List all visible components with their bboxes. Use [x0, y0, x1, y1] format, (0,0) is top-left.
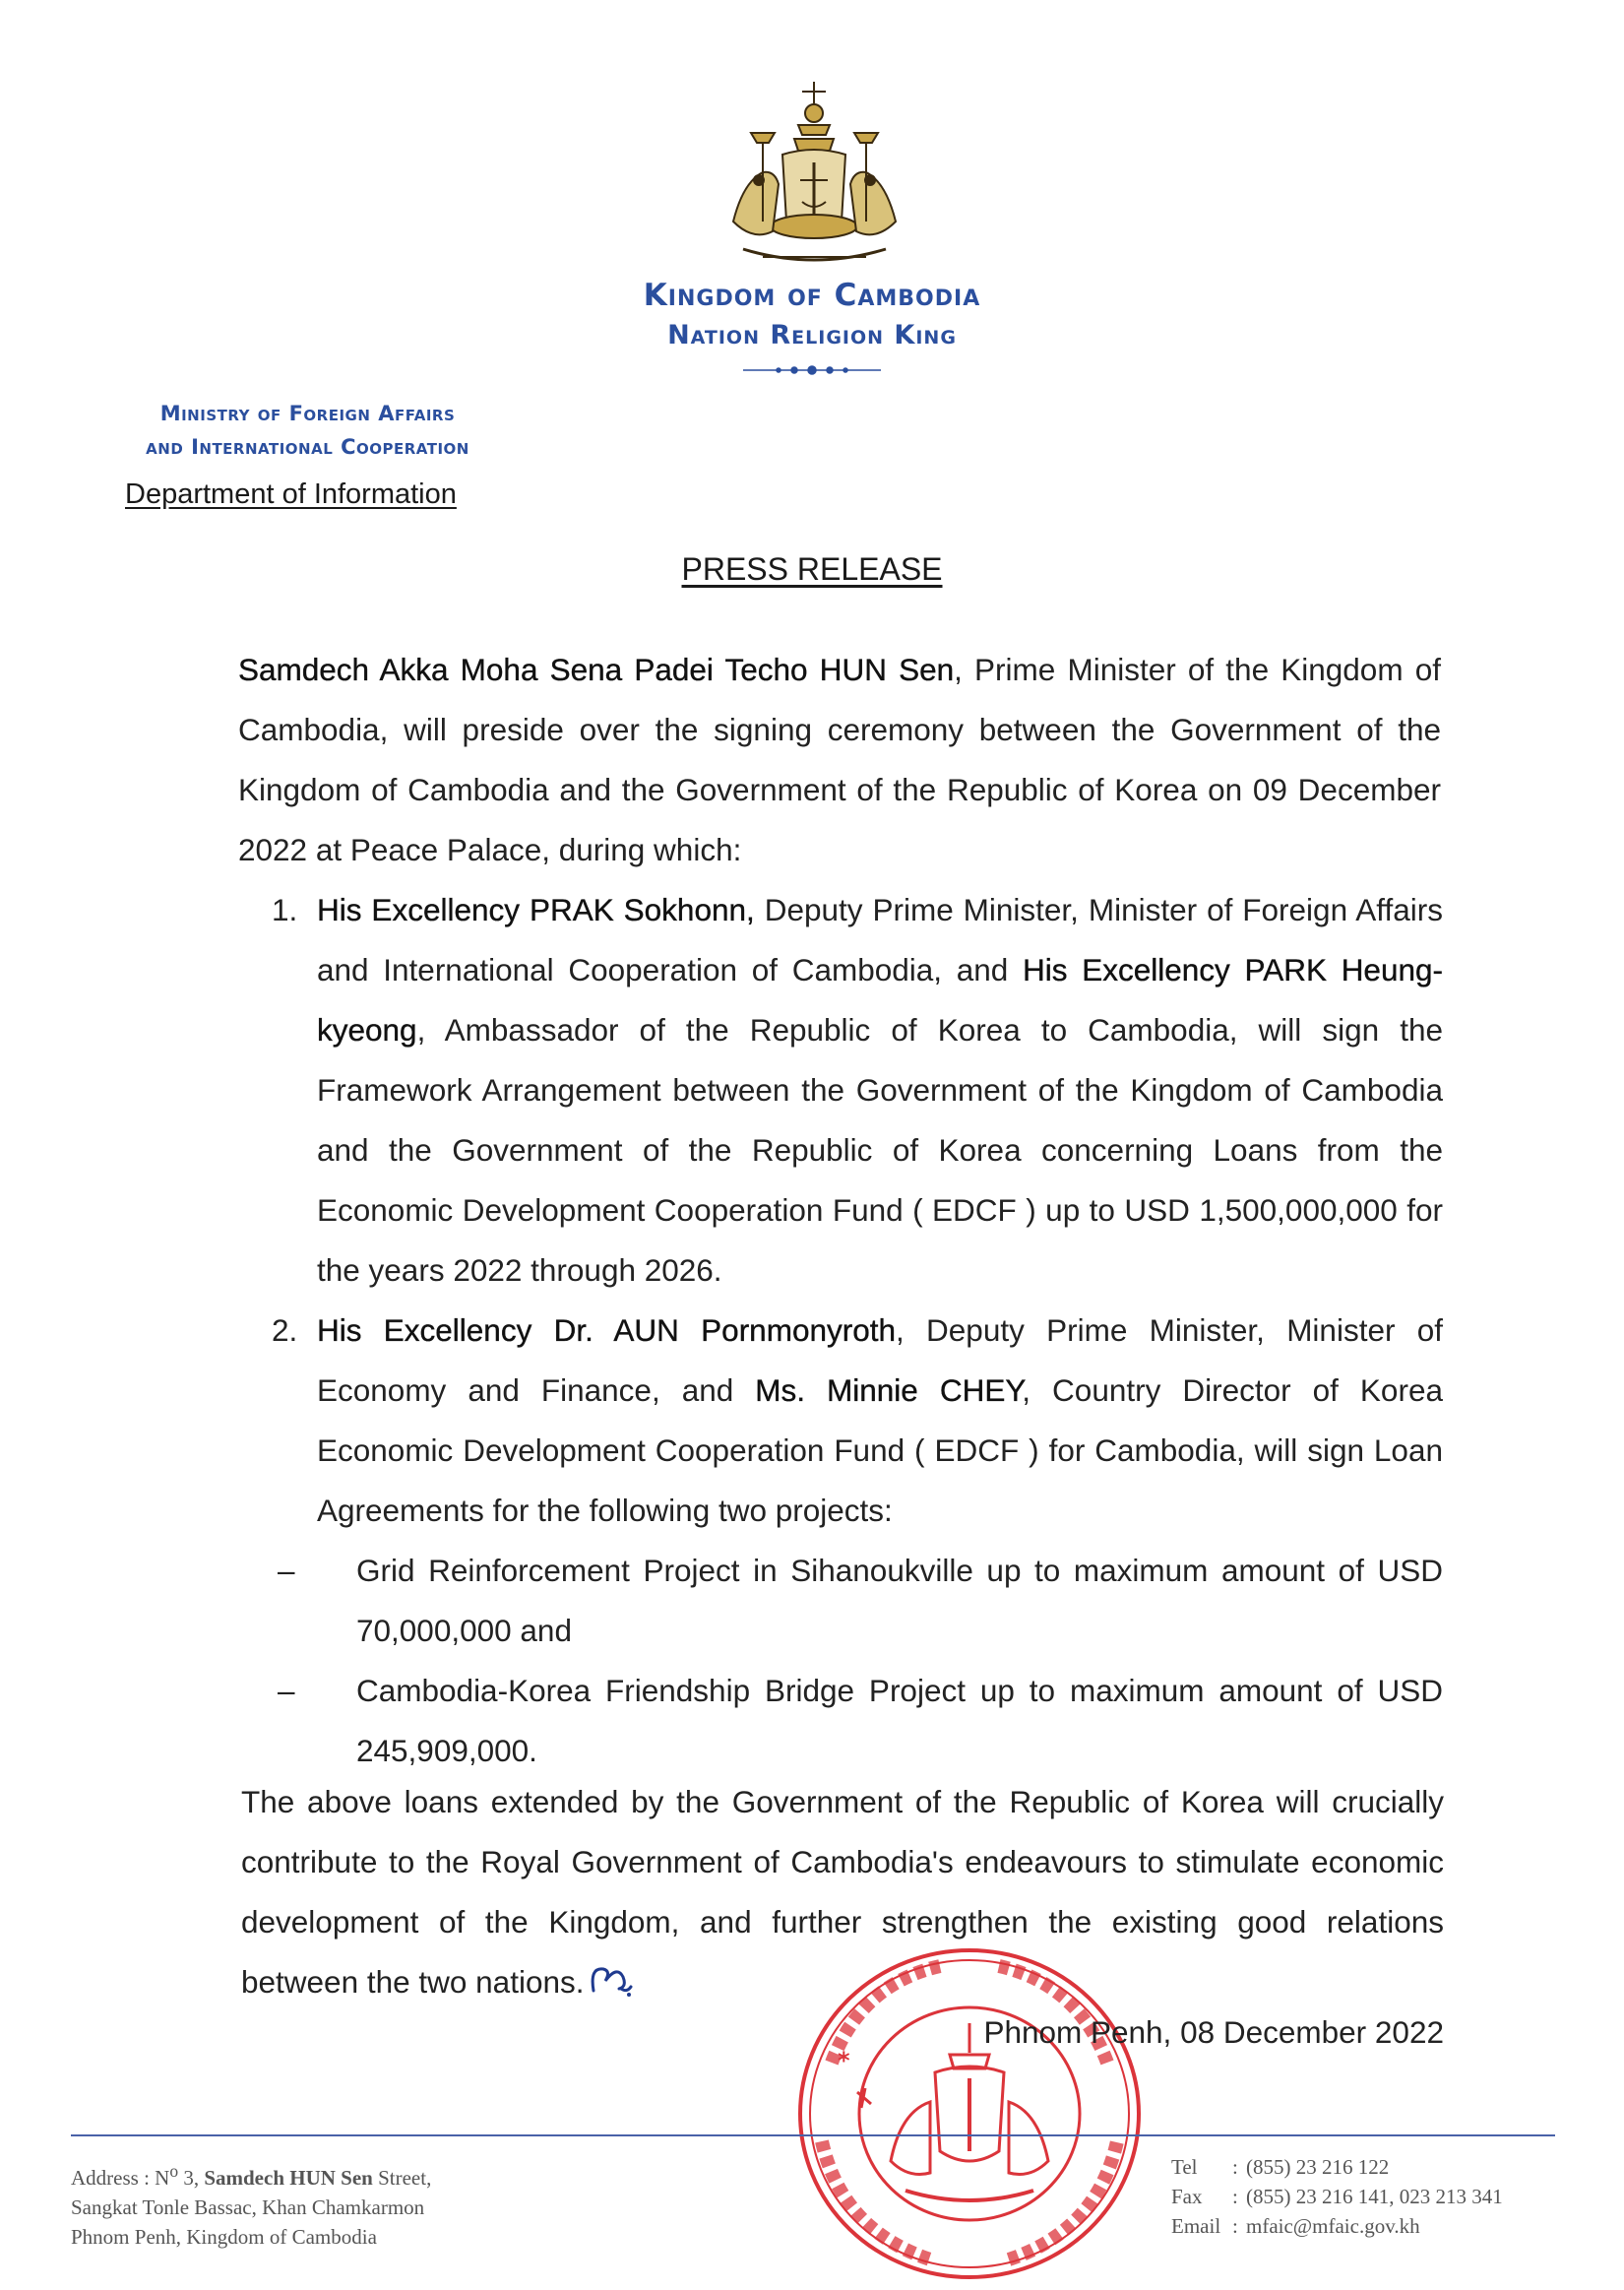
- project-item: [278, 1541, 1443, 1661]
- seal-icon: [792, 1944, 1147, 2284]
- prime-minister-name: Samdech Akka Moha Sena Padei Techo HUN Sen: [238, 652, 955, 687]
- document-title: PRESS RELEASE: [681, 551, 943, 587]
- initial-signature: [588, 1958, 633, 1998]
- divider-ornament: [743, 358, 881, 382]
- fax-value: (855) 23 216 141, 023 213 341: [1246, 2185, 1503, 2208]
- address-line-3: Phnom Penh, Kingdom of Cambodia: [71, 2225, 377, 2249]
- intro-paragraph: [238, 640, 1441, 880]
- email-value[interactable]: mfaic@mfaic.gov.kh: [1246, 2214, 1420, 2238]
- footer-contact: [1171, 2152, 1503, 2241]
- projects-list: [278, 1541, 1443, 1781]
- item-text: , Country Director of Korea Economic Development Cooperation Fund ( EDCF ) for Cambodia, will sign Loan Agreements for the following two projects:: [317, 1372, 1443, 1528]
- address-line-2: Sangkat Tonle Bassac, Khan Chamkarmon: [71, 2195, 425, 2219]
- address-line-1: [71, 2156, 431, 2193]
- signatory-name: His Excellency PARK Heung-kyeong: [317, 952, 1444, 1048]
- item-text: , Ambassador of the Republic of Korea to Cambodia, will sign the Framework Arrangement between the Government of the Kingdom of Cambodia and the Government of the Republic of Korea concerning Loans from the Economic Development Cooperation Fund ( EDCF ) up to USD 1,500,000,000 for the years 2022 through 2026.: [317, 1012, 1443, 1288]
- project-item: [278, 1661, 1443, 1781]
- email-colon: :: [1232, 2214, 1238, 2238]
- footer-divider: [71, 2134, 1555, 2136]
- project-text: Cambodia-Korea Friendship Bridge Project up to maximum amount of USD 245,909,000.: [356, 1673, 1443, 1768]
- tel-colon: :: [1232, 2155, 1238, 2179]
- ministry-line-1: Ministry of Foreign Affairs: [159, 402, 456, 425]
- address-street-name: Samdech HUN Sen: [204, 2166, 373, 2190]
- project-text: Grid Reinforcement Project in Sihanoukville up to maximum amount of USD 70,000,000 and: [356, 1553, 1443, 1648]
- fax-line: [1171, 2182, 1503, 2211]
- footer-address: [71, 2156, 431, 2252]
- signatory-name: His Excellency Dr. AUN Pornmonyroth: [317, 1312, 897, 1348]
- address-number: 3,: [178, 2166, 205, 2190]
- address-street-suffix: Street,: [372, 2166, 432, 2190]
- list-number: 2.: [272, 1312, 298, 1348]
- list-item-1: [272, 880, 1444, 1301]
- address-label: Address : N: [71, 2166, 170, 2190]
- email-label: Email: [1171, 2214, 1221, 2238]
- signing-items-list: [272, 880, 1444, 1781]
- tel-label: Tel: [1171, 2155, 1198, 2179]
- signatory-name: His Excellency PRAK Sokhonn,: [317, 892, 755, 927]
- tel-value: (855) 23 216 122: [1246, 2155, 1390, 2179]
- signature-icon: [588, 1959, 633, 1999]
- official-seal-stamp: [792, 1944, 1147, 2284]
- ministry-name: [59, 397, 556, 464]
- list-number: 1.: [272, 892, 298, 927]
- intro-text: , Prime Minister of the Kingdom of Cambodia, will preside over the signing ceremony between the Government of the Kingdom of Cambodia and the Government of the Republic of Korea on 09 December 2022 at Peace Palace, during which:: [238, 652, 1441, 867]
- dash-bullet: –: [278, 1553, 295, 1588]
- closing-text: The above loans extended by the Government of the Republic of Korea will crucially contribute to the Royal Government of Cambodia's endeavours to stimulate economic development of the Kingdom, and further strengthen the existing good relations between the two nations.: [241, 1784, 1444, 2000]
- ministry-line-2: and International Cooperation: [146, 435, 469, 459]
- dash-bullet: –: [278, 1673, 295, 1708]
- kingdom-title: Kingdom of Cambodia: [643, 278, 981, 313]
- fax-colon: :: [1232, 2185, 1238, 2208]
- tel-line: [1171, 2152, 1503, 2182]
- email-line: [1171, 2211, 1503, 2241]
- fax-label: Fax: [1171, 2185, 1203, 2208]
- item-text: , Deputy Prime Minister, Minister of Economy and Finance, and: [317, 1312, 1443, 1408]
- department-name: Department of Information: [125, 478, 457, 510]
- national-motto: Nation Religion King: [667, 320, 957, 350]
- item-text: Deputy Prime Minister, Minister of Foreign Affairs and International Cooperation of Cambodia, and: [317, 892, 1443, 987]
- signatory-name: Ms. Minnie CHEY: [755, 1372, 1023, 1408]
- royal-crest-emblem: [704, 74, 925, 271]
- royal-crest-icon: [704, 74, 925, 271]
- ornament-icon: [743, 358, 881, 382]
- svg-text:*: *: [838, 2047, 850, 2074]
- address-superscript: o: [169, 2161, 179, 2181]
- dateline: Phnom Penh, 08 December 2022: [983, 2014, 1444, 2050]
- list-item-2: [272, 1301, 1443, 1781]
